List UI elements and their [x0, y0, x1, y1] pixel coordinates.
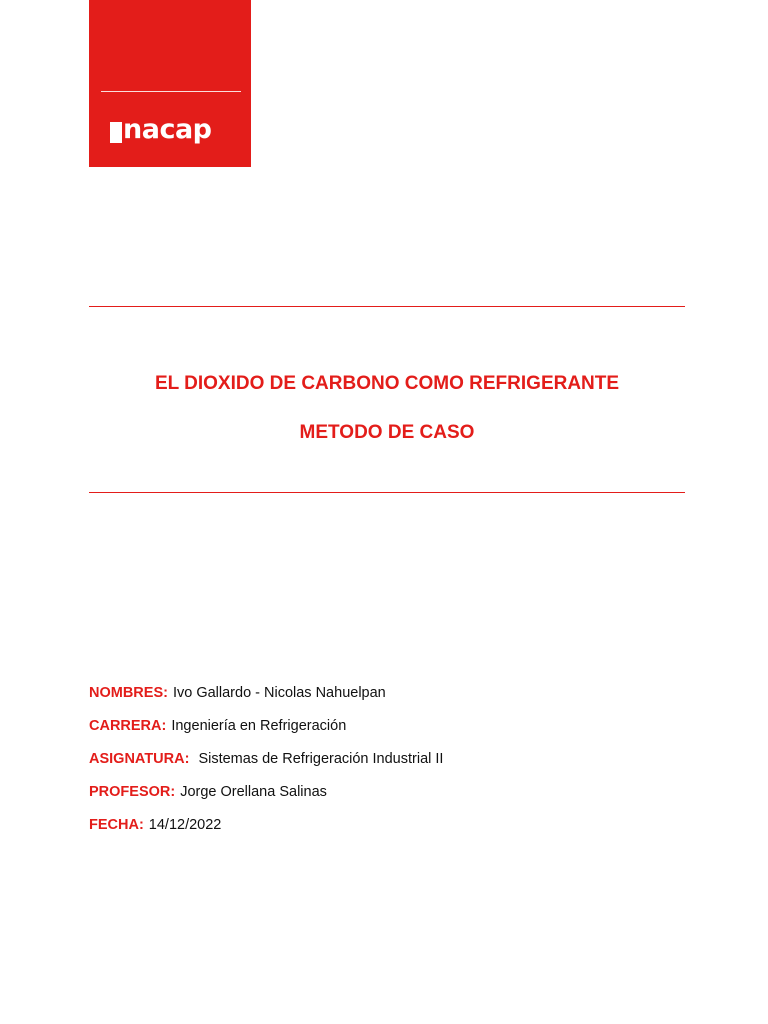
logo-wordmark: nacap — [123, 114, 212, 145]
inacap-logo-block — [89, 0, 251, 167]
info-label: PROFESOR: — [89, 784, 176, 800]
title-top-divider — [89, 306, 685, 307]
document-title: EL DIOXIDO DE CARBONO COMO REFRIGERANTE — [154, 373, 620, 394]
info-value: Sistemas de Refrigeración Industrial II — [194, 751, 444, 767]
cover-info-list — [89, 680, 689, 845]
info-value: Jorge Orellana Salinas — [180, 784, 327, 800]
info-value: Ivo Gallardo - Nicolas Nahuelpan — [172, 685, 386, 701]
info-label: FECHA: — [89, 817, 144, 833]
info-label: CARRERA: — [89, 718, 167, 734]
info-label: ASIGNATURA: — [89, 751, 190, 767]
info-value: 14/12/2022 — [148, 817, 222, 833]
info-row-asignatura — [89, 746, 689, 779]
info-row-fecha — [89, 812, 689, 845]
title-bottom-divider — [89, 492, 685, 493]
document-subtitle: METODO DE CASO — [299, 422, 475, 443]
info-label: NOMBRES: — [89, 685, 168, 701]
info-row-nombres — [89, 680, 689, 713]
inacap-logo — [110, 113, 230, 147]
info-row-profesor — [89, 779, 689, 812]
logo-divider — [101, 91, 241, 92]
logo-square-icon — [110, 122, 122, 143]
info-value: Ingeniería en Refrigeración — [171, 718, 347, 734]
info-row-carrera — [89, 713, 689, 746]
